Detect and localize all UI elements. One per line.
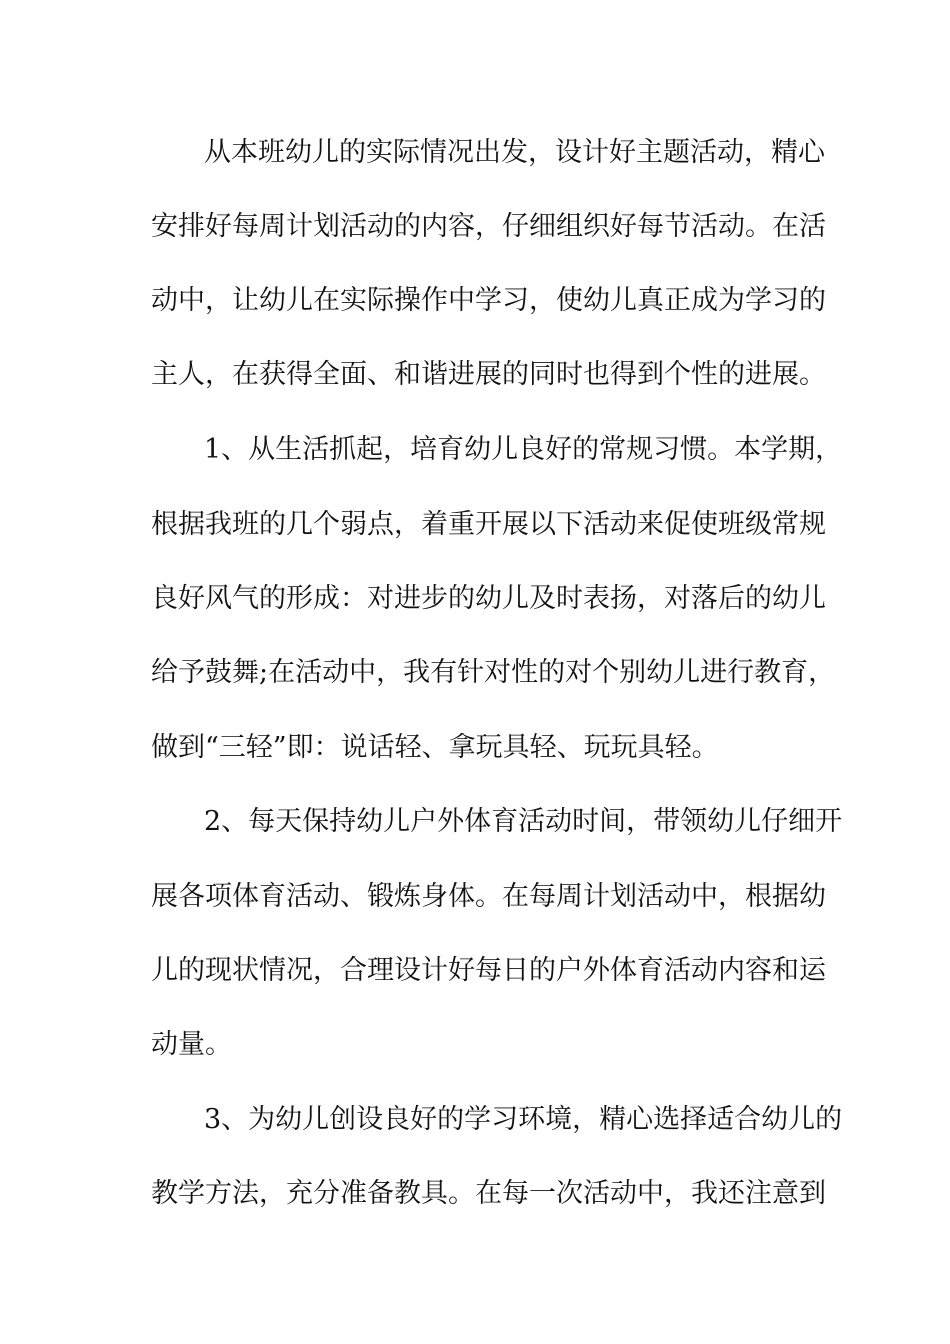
text-line: 1、从生活抓起，培育幼儿良好的常规习惯。本学期，	[204, 434, 843, 465]
text-line: 动中，让幼儿在实际操作中学习，使幼儿真正成为学习的	[151, 285, 826, 316]
text-line: 动量。	[151, 1029, 232, 1060]
text-line: 主人，在获得全面、和谐进展的同时也得到个性的进展。	[151, 359, 826, 390]
text-line: 根据我班的几个弱点，着重开展以下活动来促使班级常规	[151, 509, 826, 540]
text-line: 展各项体育活动、锻炼身体。在每周计划活动中，根据幼	[151, 881, 826, 912]
text-line: 从本班幼儿的实际情况出发，设计好主题活动，精心	[204, 137, 825, 168]
text-line: 2、每天保持幼儿户外体育活动时间，带领幼儿仔细开	[204, 806, 843, 837]
text-line: 给予鼓舞;在活动中，我有针对性的对个别幼儿进行教育，	[151, 657, 836, 688]
text-line: 做到“三轻”即：说话轻、拿玩具轻、玩玩具轻。	[151, 732, 719, 763]
text-line: 儿的现状情况，合理设计好每日的户外体育活动内容和运	[151, 955, 826, 986]
text-line: 教学方法，充分准备教具。在每一次活动中，我还注意到	[151, 1178, 826, 1209]
text-line: 良好风气的形成：对进步的幼儿及时表扬，对落后的幼儿	[151, 583, 826, 614]
text-line: 安排好每周计划活动的内容，仔细组织好每节活动。在活	[151, 211, 826, 242]
text-line: 3、为幼儿创设良好的学习环境，精心选择适合幼儿的	[204, 1104, 843, 1135]
